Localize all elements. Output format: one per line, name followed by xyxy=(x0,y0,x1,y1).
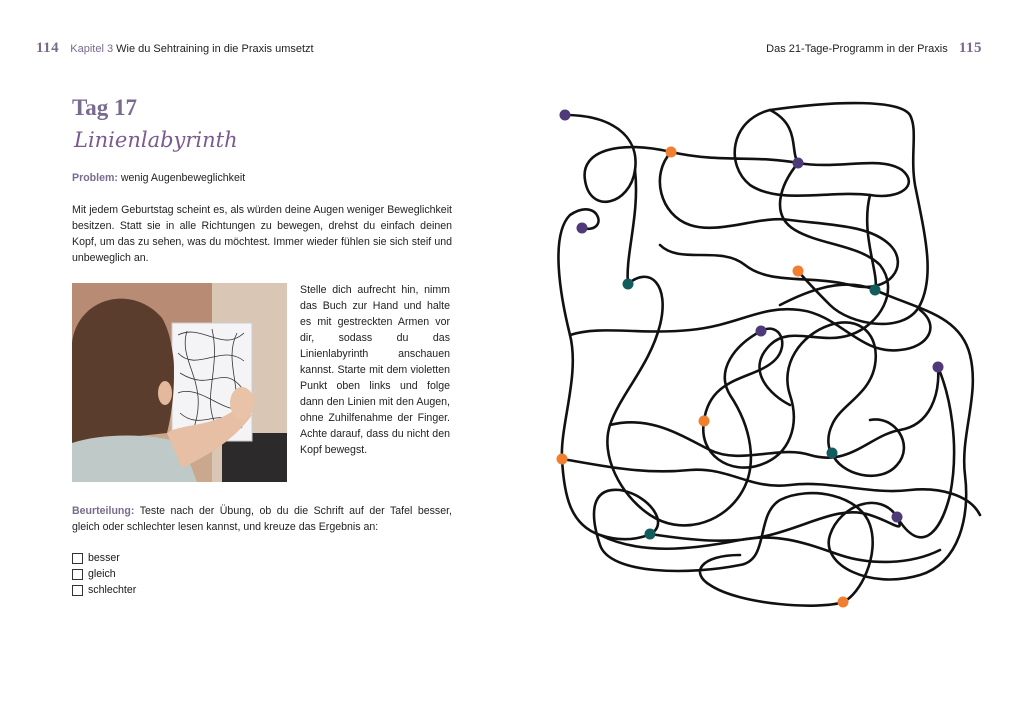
exercise-day-title: Tag 17 xyxy=(72,95,137,120)
maze-lines xyxy=(558,103,980,606)
maze-dot-violet xyxy=(933,362,944,373)
maze-dot-orange xyxy=(557,454,568,465)
assessment-text: Teste nach der Übung, ob du die Schrift auf der Tafel besser, gleich oder schlechter lesen kannst, und kreuze das Ergebnis an: xyxy=(72,505,452,533)
maze-dot-orange xyxy=(699,416,710,427)
maze-dot-teal xyxy=(870,285,881,296)
woman-holding-maze-photo xyxy=(72,283,287,482)
checkbox-icon[interactable] xyxy=(72,553,83,564)
problem-text: wenig Augenbeweglichkeit xyxy=(120,172,246,184)
checkbox-icon[interactable] xyxy=(72,569,83,580)
left-page-header xyxy=(36,40,314,57)
option-besser[interactable] xyxy=(72,550,136,566)
maze-dot-teal xyxy=(623,279,634,290)
intro-paragraph: Mit jedem Geburtstag scheint es, als würden deine Augen weniger Beweglichkeit besitzen. Statt sie in alle Richtungen zu bewegen, drehst du einfach deinen Kopf, um das zu sehen, was du möchtest. Immer wieder fühlen sie sich steif und unbeweglich an. xyxy=(72,204,452,264)
option-gleich[interactable] xyxy=(72,566,136,582)
assessment-paragraph xyxy=(72,503,452,535)
left-chapter-title: Wie du Sehtraining in die Praxis umsetzt xyxy=(116,43,314,55)
checkbox-icon[interactable] xyxy=(72,585,83,596)
maze-dot-violet xyxy=(577,223,588,234)
option-label: gleich xyxy=(88,568,116,580)
instruction-paragraph: Stelle dich aufrecht hin, nimm das Buch zur Hand und halte es mit gestreckten Armen vor dir, sodass du das Linienlabyrinth anschauen kannst. Starte mit dem violetten Punkt oben links und folge dann den Linien mit den Augen, ohne Zuhilfenahme der Finger. Achte darauf, dass du nicht den Kopf bewegst. xyxy=(300,284,450,456)
maze-dot-violet xyxy=(756,326,767,337)
option-label: schlechter xyxy=(88,584,137,596)
problem-line xyxy=(72,170,245,186)
maze-dot-orange xyxy=(793,266,804,277)
maze-dot-orange xyxy=(838,597,849,608)
result-checkbox-list xyxy=(72,550,136,598)
right-section-title: Das 21-Tage-Programm in der Praxis xyxy=(766,43,948,55)
maze-dot-teal xyxy=(827,448,838,459)
exercise-name: Linienlabyrinth xyxy=(74,128,238,152)
maze-dot-orange xyxy=(666,147,677,158)
maze-dot-violet xyxy=(793,158,804,169)
maze-dot-violet xyxy=(560,110,571,121)
assessment-label: Beurteilung: xyxy=(72,505,135,517)
option-schlechter[interactable] xyxy=(72,582,136,598)
option-label: besser xyxy=(88,552,120,564)
maze-dot-teal xyxy=(645,529,656,540)
right-page-number: 115 xyxy=(958,40,982,56)
exercise-photo xyxy=(72,283,287,482)
right-page-header xyxy=(766,40,982,57)
left-chapter-label: Kapitel 3 xyxy=(70,43,114,55)
problem-label: Problem: xyxy=(72,172,118,184)
line-maze xyxy=(540,95,1000,620)
left-page-number: 114 xyxy=(36,40,60,56)
maze-dot-violet xyxy=(892,512,903,523)
